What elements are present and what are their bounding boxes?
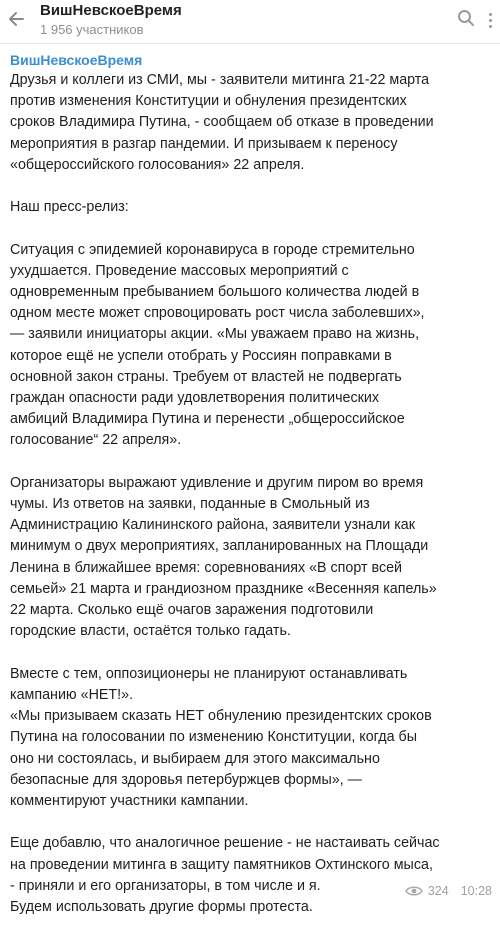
chat-title[interactable]: ВишНевскоеВремя <box>40 2 182 19</box>
eye-icon <box>405 885 423 897</box>
message-list <box>0 44 500 930</box>
view-count: 324 <box>427 884 449 898</box>
more-vertical-icon[interactable] <box>482 6 498 34</box>
member-count: 1 956 участников <box>40 22 144 37</box>
arrow-left-icon <box>7 9 27 34</box>
post-author[interactable]: ВишНевскоеВремя <box>10 52 143 68</box>
post-text: Друзья и коллеги из СМИ, мы - заявители митинга 21-22 марта против изменения Конституции и обнуления президентских сроков Владимира Путина, - сообщаем об отказе в проведении мероприятия в разгар пандемии. И призываем к переносу «общероссийского голосования» 22 апреля. Наш пресс-релиз: Ситуация с эпидемией коронавируса в городе стремительно ухудшается. Проведение массовых мероприятий с одновременным пребыванием большого количества людей в одном месте может спровоцировать рост числа заболевших», — заявили инициаторы акции. «Мы уважаем право на жизнь, которое ещё не успели отобрать у Россиян поправками в основной закон страны. Требуем от властей не подвергать граждан опасности ради удовлетворения политических амбиций Владимира Путина и перенести „общероссийское голосование“ 22 апреля». Организаторы выражают удивление и другим пиром во время чумы. Из ответов на заявки, поданные в Смольный из Администрацию Калининского района, заявители узнали как минимум о двух мероприятиях, запланированных на Площади Ленина в ближайшее время: соревнованиях «В спорт всей семьей» 21 марта и грандиозном празднике «Весенняя капель» 22 марта. Сколько ещё очагов заражения подготовили городские власти, остаётся только гадать. Вместе с тем, оппозиционеры не планируют останавливать кампанию «НЕТ!». «Мы призываем сказать НЕТ обнулению президентских сроков Путина на голосовании по изменению Конституции, когда бы оно ни состоялась, и выбираем для этого максимально безопасные для здоровья петербуржцев формы», — комментируют участники кампании. Еще добавлю, что аналогичное решение - не настаивать сейчас на проведении митинга в защиту памятников Охтинского мыса, - приняли и его организаторы, в том числе и я. Будем использовать другие формы протеста. <box>10 72 440 915</box>
post-meta <box>405 882 492 900</box>
search-icon <box>456 8 476 33</box>
channel-post <box>6 50 494 918</box>
back-button[interactable] <box>2 6 32 36</box>
chat-header <box>0 0 500 44</box>
post-time: 10:28 <box>460 884 492 898</box>
search-button[interactable] <box>452 6 480 34</box>
